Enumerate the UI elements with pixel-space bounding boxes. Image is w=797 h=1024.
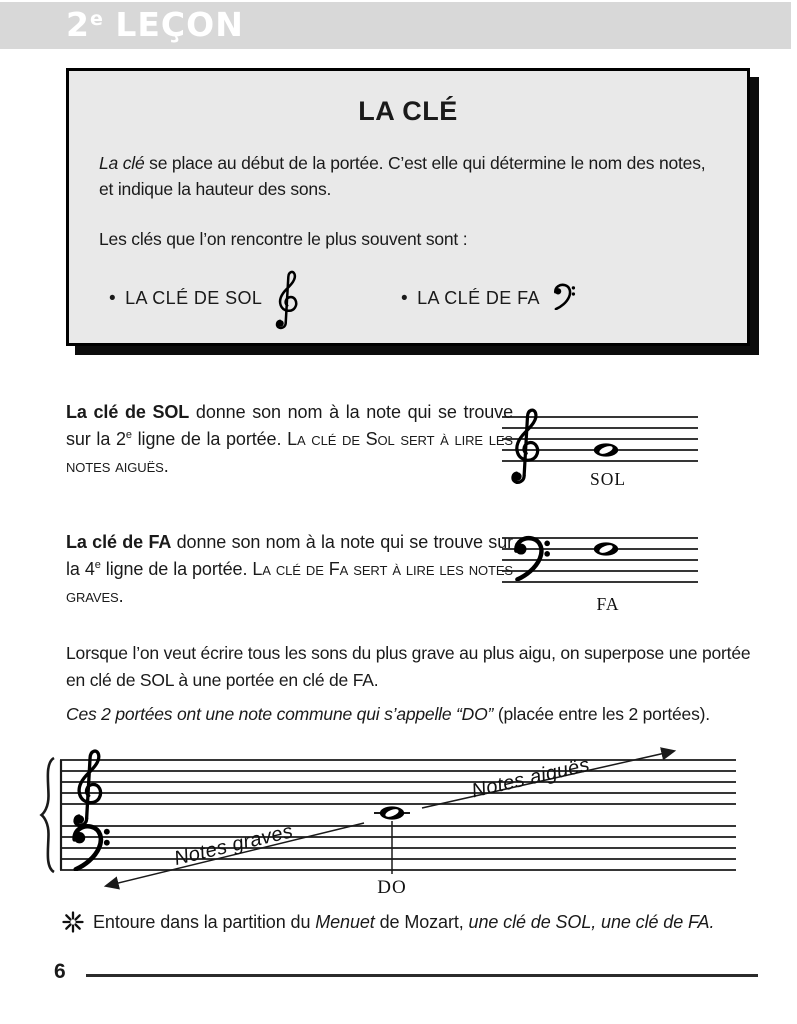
exercise-work-title: Menuet <box>315 911 375 932</box>
common-note-italic: Ces 2 portées ont une note commune qui s’appelle “DO” <box>66 704 498 724</box>
bass-clef-icon <box>549 283 580 310</box>
definition-box <box>66 68 750 346</box>
sol-lead: La clé de SOL <box>66 402 190 422</box>
definition-rest: se place au début de la portée. C’est elle qui détermine le nom des notes, et indique la hauteur des sons. <box>99 153 706 199</box>
bass-clef-icon <box>516 538 550 579</box>
superpose-paragraph: Lorsque l’on veut écrire tous les sons du plus grave au plus aigu, on superpose une portée en clé de SOL à une portée en clé de FA. <box>66 643 751 690</box>
exercise-text-b: de Mozart, <box>374 911 469 932</box>
whole-note-icon <box>380 806 404 819</box>
box-title: LA CLÉ <box>358 96 458 126</box>
fa-ordinal: e <box>94 559 101 571</box>
high-notes-label: Notes aiguës <box>469 753 592 803</box>
fa-smallcaps: La clé de Fa sert à lire les notes graves. <box>66 559 514 606</box>
sol-ordinal: e <box>125 429 132 441</box>
sol-smallcaps: La clé de Sol sert à lire les notes aiguës. <box>66 429 513 476</box>
page-number: 6 <box>54 960 66 983</box>
fa-paragraph <box>66 529 513 610</box>
lesson-word: LEÇON <box>102 5 244 44</box>
low-notes-label: Notes graves <box>171 820 296 871</box>
sol-staff-figure <box>498 392 705 492</box>
list-item-treble-clef <box>109 255 301 343</box>
do-label: DO <box>377 877 407 898</box>
lesson-header-bar <box>0 2 791 49</box>
bass-clef-label: LA CLÉ DE FA <box>417 288 540 309</box>
definition-paragraph <box>99 151 719 203</box>
note-label: SOL <box>589 469 627 489</box>
lesson-ordinal-suffix: e <box>89 8 103 30</box>
sol-paragraph <box>66 399 513 480</box>
fa-staff-figure <box>498 522 705 622</box>
treble-clef-label: LA CLÉ DE SOL <box>125 288 263 309</box>
list-item-bass-clef <box>401 255 580 343</box>
exercise-text-a: Entoure dans la partition du <box>93 911 316 932</box>
grand-staff-figure <box>30 740 775 900</box>
fa-text-a: donne son nom à la note qui se trouve sur la 4 <box>66 532 513 579</box>
fa-text-b: ligne de la portée. <box>100 559 253 579</box>
bullet-icon: • <box>401 287 409 309</box>
treble-clef-icon <box>513 410 538 482</box>
footer-rule <box>86 974 758 977</box>
exercise-text <box>93 912 714 933</box>
exercise-text-italic: une clé de SOL, une clé de FA. <box>468 911 715 932</box>
exercise-instruction <box>62 911 786 933</box>
fa-lead: La clé de FA <box>66 532 172 552</box>
whole-note-icon <box>594 443 618 456</box>
treble-clef-icon <box>271 267 301 331</box>
eight-spoked-asterisk-icon <box>62 911 84 933</box>
lesson-number: 2 <box>66 5 90 44</box>
clef-bullet-list <box>69 255 747 343</box>
sol-text-a: donne son nom à la note qui se trouve sur la 2 <box>66 402 513 449</box>
whole-note-icon <box>594 542 618 555</box>
definition-lead: La clé <box>99 153 145 173</box>
page-title <box>66 5 244 44</box>
clefs-subtitle: Les clés que l’on rencontre le plus souvent sont : <box>99 228 468 249</box>
brace-icon <box>42 758 55 872</box>
note-label: FA <box>596 594 620 614</box>
sol-text-b: ligne de la portée. <box>131 429 288 449</box>
treble-clef-icon <box>75 751 100 825</box>
common-note-paragraph <box>66 701 791 728</box>
common-note-normal: (placée entre les 2 portées). <box>497 704 710 724</box>
bullet-icon: • <box>109 287 117 309</box>
